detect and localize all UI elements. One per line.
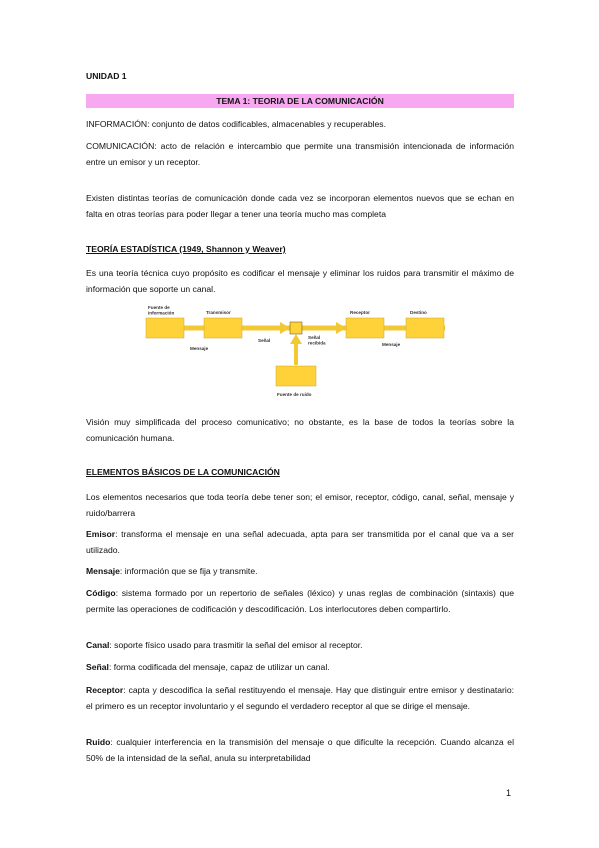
vision-paragraph: Visión muy simplificada del proceso comunicativo; no obstante, es la base de todos la teorías sobre la comunicación humana. <box>86 417 514 443</box>
elements-intro: Los elementos necesarios que toda teoría debe tener son; el emisor, receptor, código, canal, señal, mensaje y ruido/barrera <box>86 492 514 518</box>
signal-label: Señal <box>258 338 271 343</box>
flow-arrow-1 <box>280 322 290 334</box>
definition-emisor <box>86 526 514 558</box>
definition-senal <box>86 659 514 675</box>
receiver-label: Receptor <box>350 310 370 315</box>
transmitter-label: Transmisor <box>206 310 231 315</box>
definition-term: Receptor <box>86 685 124 695</box>
definition-text: : capta y descodifica la señal restituyendo el mensaje. Hay que distinguir entre emisor y destinatario: el primero es un receptor involuntario y el segundo el verdadero receptor al que se dirige el mensaje. <box>86 685 514 711</box>
definition-ruido <box>86 734 514 766</box>
source-label: Fuente de información <box>148 305 175 316</box>
definition-term: Canal <box>86 640 110 650</box>
information-definition: INFORMACIÓN: conjunto de datos codificables, almacenables y recuperables. <box>86 119 386 129</box>
definition-text: : soporte físico usado para trasmitir la señal del emisor al receptor. <box>109 640 363 650</box>
definition-mensaje <box>86 563 514 579</box>
source-box <box>146 318 184 338</box>
definition-term: Emisor <box>86 529 116 539</box>
topic-title: TEMA 1: TEORIA DE LA COMUNICACIÓN <box>86 94 514 108</box>
flow-arrow-2 <box>336 322 346 334</box>
definition-text: : transforma el mensaje en una señal adecuada, apta para ser transmitida por el canal que va a ser utilizado. <box>86 529 514 555</box>
definition-text: : sistema formado por un repertorio de señales (léxico) y unas reglas de combinación (sintaxis) que permite las operaciones de codificación y descodificación. Los interlocutores deben compartirlo. <box>86 588 514 614</box>
definition-codigo <box>86 585 514 617</box>
definition-text: : información que se fija y transmite. <box>119 566 258 576</box>
definition-text: : cualquier interferencia en la transmisión del mensaje o que dificulte la recepción. Cuando alcanza el 50% de la intensidad de la señal, anula su interpretabilidad <box>86 737 514 763</box>
communication-definition: COMUNICACIÓN: acto de relación e intercambio que permite una transmisión intencionada de información entre un emisor y un receptor. <box>86 141 514 167</box>
theory-heading: TEORÍA ESTADÍSTICA (1949, Shannon y Weaver) <box>86 244 286 254</box>
destination-box <box>406 318 444 338</box>
destination-label: Destino <box>410 310 427 315</box>
message-left-label: Mensaje <box>190 346 209 351</box>
receiver-box <box>346 318 384 338</box>
noise-arrow <box>290 334 302 344</box>
definition-receptor <box>86 682 514 714</box>
message-right-label: Mensaje <box>382 342 401 347</box>
noise-label: Fuente de ruido <box>277 392 312 397</box>
received-signal-label: Señal recibida <box>308 335 326 346</box>
noise-box <box>276 366 316 386</box>
definition-term: Mensaje <box>86 566 120 576</box>
definition-canal <box>86 637 514 653</box>
definition-text: : forma codificada del mensaje, capaz de utilizar un canal. <box>108 662 330 672</box>
definition-term: Señal <box>86 662 109 672</box>
definition-term: Ruido <box>86 737 111 747</box>
channel-box <box>290 322 302 334</box>
transmitter-box <box>204 318 242 338</box>
unit-heading: UNIDAD 1 <box>86 71 127 81</box>
definition-term: Código <box>86 588 116 598</box>
theory-paragraph: Es una teoría técnica cuyo propósito es codificar el mensaje y eliminar los ruidos para transmitir el máximo de información que soporte un canal. <box>86 268 514 294</box>
shannon-weaver-diagram <box>140 300 460 400</box>
intro-paragraph: Existen distintas teorías de comunicación donde cada vez se incorporan elementos nuevos que se echan en falta en otras teorías para poder llegar a tener una teoría mucho mas completa <box>86 193 514 219</box>
page-number: 1 <box>506 788 512 798</box>
elements-heading: ELEMENTOS BÁSICOS DE LA COMUNICACIÓN <box>86 467 280 477</box>
